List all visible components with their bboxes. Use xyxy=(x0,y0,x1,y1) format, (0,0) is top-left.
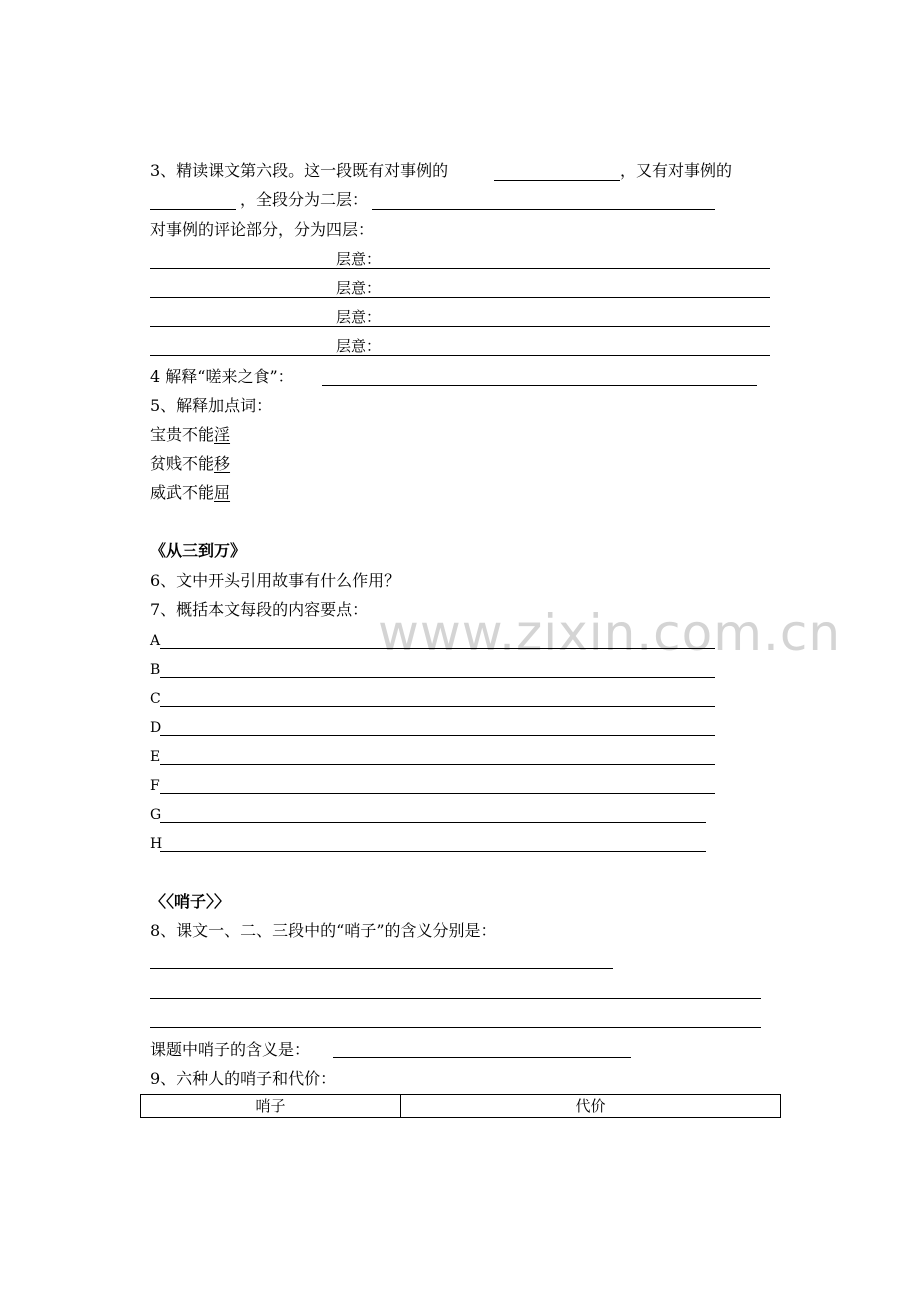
line-e[interactable] xyxy=(160,764,715,765)
letter-d: D xyxy=(150,720,162,736)
line-f[interactable] xyxy=(160,793,715,794)
line-h[interactable] xyxy=(160,851,706,852)
q3-text-part2: ，又有对事例的 xyxy=(620,161,733,180)
phrase-1-prefix: 宝贵不能 xyxy=(150,425,215,444)
q8-text: 8、课文一、二、三段中的“哨子”的含义分别是： xyxy=(150,921,497,940)
letter-f: F xyxy=(150,778,160,794)
phrase-2 xyxy=(150,454,230,474)
line-d[interactable] xyxy=(160,735,715,736)
whistle-cost-table xyxy=(140,1094,781,1118)
q5-label: 5、解释加点词： xyxy=(150,396,273,415)
watermark: www.zixin.com.cn xyxy=(378,604,842,662)
phrase-1 xyxy=(150,425,230,445)
layer-label-2: 层意： xyxy=(336,279,382,297)
q3-blank-2[interactable] xyxy=(150,209,236,210)
letter-c: C xyxy=(150,691,161,707)
letter-a: A xyxy=(150,633,161,649)
section-title-sanwan: 《从三到万》 xyxy=(150,541,247,560)
table-header-whistle: 哨子 xyxy=(141,1095,401,1118)
q4-blank[interactable] xyxy=(322,385,757,386)
q8-line-2[interactable] xyxy=(150,998,761,999)
line-b[interactable] xyxy=(160,677,715,678)
line-c[interactable] xyxy=(160,706,715,707)
letter-g: G xyxy=(150,807,162,823)
section-title-shaozi: 〈〈哨子〉〉 xyxy=(150,892,231,911)
layer-line-3[interactable] xyxy=(150,326,770,327)
layer-line-1[interactable] xyxy=(150,268,770,269)
phrase-3 xyxy=(150,483,230,503)
letter-h: H xyxy=(150,836,163,852)
q3-blank-3[interactable] xyxy=(372,209,715,210)
layer-line-4[interactable] xyxy=(150,355,770,356)
q7-text: 7、概括本文每段的内容要点： xyxy=(150,600,369,619)
q3-text-part4: 对事例的评论部分，分为四层： xyxy=(150,220,375,239)
phrase-1-word: 淫 xyxy=(214,425,231,444)
letter-e: E xyxy=(150,749,161,765)
layer-label-4: 层意： xyxy=(336,337,382,355)
layer-label-1: 层意： xyxy=(336,250,382,268)
phrase-3-prefix: 威武不能 xyxy=(150,483,215,502)
q3-text-part1: 3、精读课文第六段。这一段既有对事例的 xyxy=(150,161,449,180)
line-a[interactable] xyxy=(160,648,715,649)
layer-label-3: 层意： xyxy=(336,308,382,326)
q4-label: 4 解释“嗟来之食”： xyxy=(150,367,294,386)
q8-line-1[interactable] xyxy=(150,968,613,969)
title-meaning-blank[interactable] xyxy=(333,1057,631,1058)
table-header-cost: 代价 xyxy=(401,1095,781,1118)
letter-b: B xyxy=(150,662,161,678)
q6-text: 6、文中开头引用故事有什么作用？ xyxy=(150,571,401,590)
line-g[interactable] xyxy=(160,822,706,823)
phrase-3-word: 屈 xyxy=(214,483,231,502)
phrase-2-prefix: 贫贱不能 xyxy=(150,454,215,473)
q3-blank-1[interactable] xyxy=(494,180,620,181)
table-header-row xyxy=(141,1095,781,1118)
title-meaning-label: 课题中哨子的含义是： xyxy=(150,1040,311,1059)
q9-text: 9、六种人的哨子和代价： xyxy=(150,1069,337,1088)
layer-line-2[interactable] xyxy=(150,297,770,298)
q8-line-3[interactable] xyxy=(150,1027,761,1028)
q3-text-part3: ，全段分为二层： xyxy=(240,190,369,209)
phrase-2-word: 移 xyxy=(214,454,231,473)
